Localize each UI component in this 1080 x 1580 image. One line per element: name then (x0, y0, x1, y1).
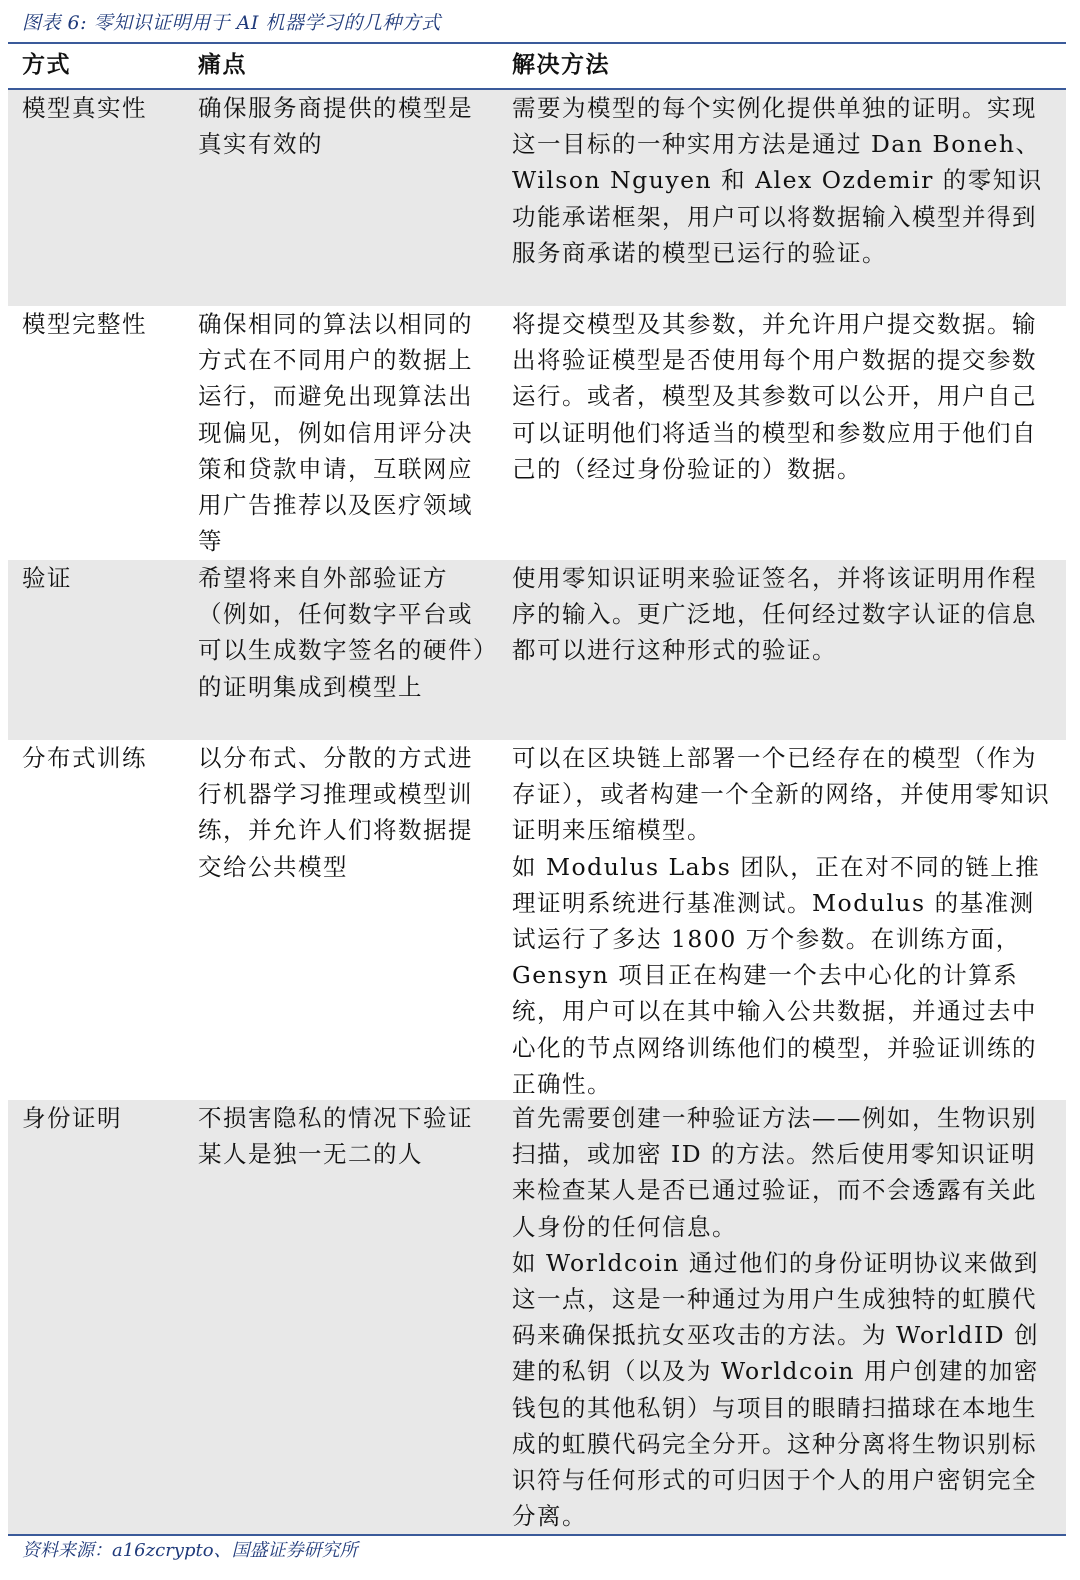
header-solution: 解决方法 (512, 51, 610, 78)
row-solution (498, 90, 1066, 306)
table-row (8, 306, 1066, 560)
solution-paragraph: 使用零知识证明来验证签名，并将该证明用作程序的输入。更广泛地，任何经过数字认证的信息都可以进行这种形式的验证。 (512, 564, 1037, 665)
source-note: 资料来源：a16zcrypto、国盛证券研究所 (22, 1540, 358, 1561)
row-method: 分布式训练 (22, 744, 147, 772)
row-pain-point: 希望将来自外部验证方（例如，任何数字平台或可以生成数字签名的硬件）的证明集成到模型上 (198, 564, 487, 701)
table-row (8, 1100, 1066, 1534)
solution-paragraph: 可以在区块链上部署一个已经存在的模型（作为存证），或者构建一个全新的网络，并使用零知识证明来压缩模型。 (512, 744, 1051, 845)
figure-caption: 图表 6: 零知识证明用于 AI 机器学习的几种方式 (22, 12, 441, 34)
row-solution (498, 560, 1066, 740)
row-method: 验证 (22, 564, 72, 592)
solution-paragraph: 首先需要创建一种验证方法——例如，生物识别扫描，或加密 ID 的方法。然后使用零知识证明来检查某人是否已通过验证，而不会透露有关此人身份的任何信息。 (512, 1104, 1037, 1241)
row-solution (498, 740, 1066, 1100)
solution-paragraph: 如 Modulus Labs 团队，正在对不同的链上推理证明系统进行基准测试。Modulus 的基准测试运行了多达 1800 万个参数。在训练方面，Gensyn 项目正在构建一个去中心化的计算系统，用户可以在其中输入公共数据，并通过去中心化的节点网络训练他们的模型，并验证训练的正确性。 (512, 852, 1041, 1098)
row-pain-point: 以分布式、分散的方式进行机器学习推理或模型训练，并允许人们将数据提交给公共模型 (198, 744, 473, 881)
header-pain-point: 痛点 (198, 51, 247, 78)
solution-paragraph: 需要为模型的每个实例化提供单独的证明。实现这一目标的一种实用方法是通过 Dan Boneh、Wilson Nguyen 和 Alex Ozdemir 的零知识功能承诺框架，用户可以将数据输入模型并得到服务商承诺的模型已运行的验证。 (512, 94, 1043, 267)
solution-paragraph: 如 Worldcoin 通过他们的身份证明协议来做到这一点，这是一种通过为用户生成独特的虹膜代码来确保抵抗女巫攻击的方法。为 WorldID 创建的私钥（以及为 Worldcoin 用户创建的加密钱包的其他私钥）与项目的眼睛扫描球在本地生成的虹膜代码完全分开。这种分离将生物识别标识符与任何形式的可归因于个人的用户密钥完全分离。 (512, 1248, 1040, 1531)
row-pain-point: 确保服务商提供的模型是真实有效的 (198, 94, 473, 159)
row-pain-point: 确保相同的算法以相同的方式在不同用户的数据上运行，而避免出现算法出现偏见，例如信用评分决策和贷款申请，互联网应用广告推荐以及医疗领域等 (198, 310, 473, 556)
table-row (8, 740, 1066, 1100)
row-solution (498, 306, 1066, 560)
row-method: 身份证明 (22, 1104, 122, 1132)
row-pain-point: 不损害隐私的情况下验证某人是独一无二的人 (198, 1104, 473, 1169)
solution-paragraph: 将提交模型及其参数，并允许用户提交数据。输出将验证模型是否使用每个用户数据的提交参数运行。或者，模型及其参数可以公开，用户自己可以证明他们将适当的模型和参数应用于他们自己的（经过身份验证的）数据。 (512, 310, 1037, 483)
table-row (8, 90, 1066, 306)
table-row (8, 560, 1066, 740)
row-method: 模型真实性 (22, 94, 147, 122)
header-method: 方式 (22, 51, 71, 78)
zk-ml-table (8, 42, 1066, 1536)
table-header-row (8, 44, 1066, 90)
row-method: 模型完整性 (22, 310, 147, 338)
row-solution (498, 1100, 1066, 1534)
